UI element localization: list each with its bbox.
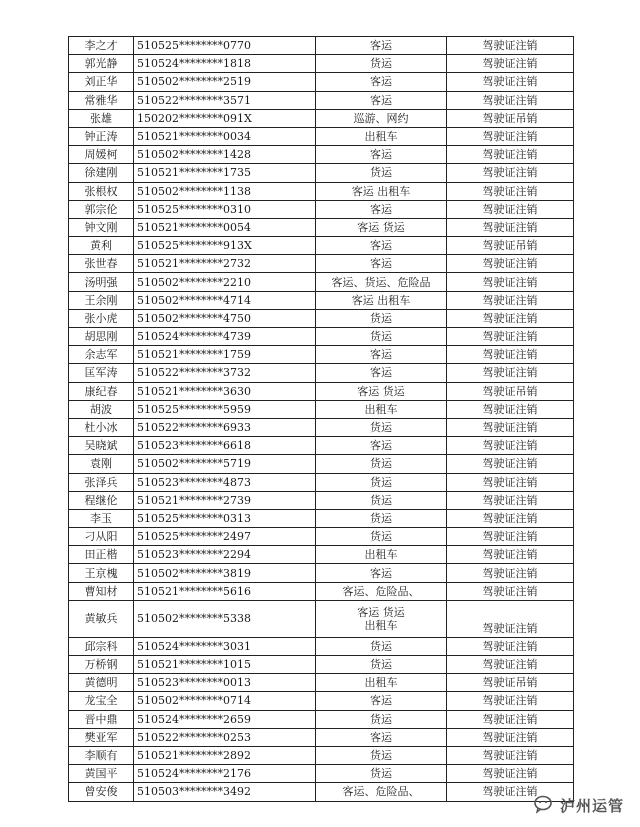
name-cell: 晋中鼎	[69, 710, 134, 728]
name-cell: 张泽兵	[69, 473, 134, 491]
license-action-cell: 驾驶证注销	[447, 582, 574, 600]
id-number-cell: 510502********5338	[134, 600, 316, 637]
vehicle-type-cell	[316, 765, 447, 783]
vehicle-type-text: 客运	[370, 439, 392, 453]
vehicle-type-text: 出租车	[364, 676, 398, 690]
license-action-cell: 驾驶证吊销	[447, 382, 574, 400]
id-number-cell: 510524********2659	[134, 710, 316, 728]
vehicle-type-cell	[316, 783, 447, 801]
license-action-cell: 驾驶证注销	[447, 309, 574, 327]
id-number-cell: 510525********913X	[134, 237, 316, 255]
id-number-cell: 510502********2519	[134, 73, 316, 91]
name-cell: 徐建刚	[69, 164, 134, 182]
id-number-cell: 510521********1759	[134, 346, 316, 364]
vehicle-type-text: 货运	[370, 658, 392, 672]
vehicle-type-text: 巡游、网约	[353, 111, 409, 125]
wechat-logo-icon	[534, 795, 556, 815]
vehicle-type-cell	[316, 674, 447, 692]
table-row	[69, 346, 574, 364]
vehicle-type-text: 出租车	[364, 548, 398, 562]
name-cell: 万桥钢	[69, 656, 134, 674]
id-number-cell: 510521********0034	[134, 127, 316, 145]
vehicle-type-text: 客运	[370, 566, 392, 580]
table-row	[69, 400, 574, 418]
id-number-cell: 510523********6618	[134, 437, 316, 455]
license-action-cell: 驾驶证吊销	[447, 674, 574, 692]
table-row	[69, 418, 574, 436]
id-number-cell: 510502********2210	[134, 273, 316, 291]
vehicle-type-cell	[316, 692, 447, 710]
license-action-cell: 驾驶证注销	[447, 37, 574, 55]
id-number-cell: 510521********1015	[134, 656, 316, 674]
id-number-cell: 510521********2732	[134, 255, 316, 273]
name-cell: 李之才	[69, 37, 134, 55]
license-action-cell: 驾驶证吊销	[447, 109, 574, 127]
name-cell: 张雄	[69, 109, 134, 127]
vehicle-type-cell	[316, 328, 447, 346]
id-number-cell: 510502********1428	[134, 146, 316, 164]
table-row	[69, 728, 574, 746]
vehicle-type-cell	[316, 309, 447, 327]
vehicle-type-cell	[316, 491, 447, 509]
vehicle-type-text: 出租车	[364, 618, 398, 632]
table-row	[69, 37, 574, 55]
id-number-cell: 510523********4873	[134, 473, 316, 491]
vehicle-type-cell	[316, 509, 447, 527]
name-cell: 刁从阳	[69, 528, 134, 546]
id-number-cell: 510502********3819	[134, 564, 316, 582]
vehicle-type-text: 货运	[370, 475, 392, 489]
name-cell: 黄敏兵	[69, 600, 134, 637]
license-action-cell: 驾驶证注销	[447, 600, 574, 637]
table-row	[69, 783, 574, 801]
vehicle-type-text: 客运、危险品、	[342, 584, 420, 598]
id-number-cell: 510521********2892	[134, 746, 316, 764]
id-number-cell: 510525********5959	[134, 400, 316, 418]
license-action-cell: 驾驶证注销	[447, 73, 574, 91]
license-action-cell: 驾驶证注销	[447, 55, 574, 73]
vehicle-type-cell	[316, 528, 447, 546]
name-cell: 吴晓斌	[69, 437, 134, 455]
vehicle-type-cell	[316, 346, 447, 364]
table-row	[69, 218, 574, 236]
vehicle-type-text: 货运	[370, 330, 392, 344]
vehicle-type-text: 客运 出租车	[351, 184, 411, 198]
license-action-cell: 驾驶证注销	[447, 146, 574, 164]
table-row	[69, 765, 574, 783]
vehicle-type-text: 客运	[370, 75, 392, 89]
vehicle-type-cell	[316, 218, 447, 236]
vehicle-type-cell	[316, 437, 447, 455]
vehicle-type-text: 客运	[370, 239, 392, 253]
vehicle-type-cell	[316, 364, 447, 382]
vehicle-type-cell	[316, 55, 447, 73]
table-row	[69, 91, 574, 109]
name-cell: 袁刚	[69, 455, 134, 473]
table-row	[69, 273, 574, 291]
license-action-cell: 驾驶证注销	[447, 364, 574, 382]
table-row	[69, 437, 574, 455]
vehicle-type-text: 客运 货运	[357, 220, 405, 234]
license-action-cell: 驾驶证注销	[447, 418, 574, 436]
table-row	[69, 109, 574, 127]
license-action-cell: 驾驶证注销	[447, 328, 574, 346]
name-cell: 钟文刚	[69, 218, 134, 236]
vehicle-type-text: 客运	[370, 348, 392, 362]
license-action-cell: 驾驶证注销	[447, 564, 574, 582]
table-row	[69, 656, 574, 674]
vehicle-type-text: 货运	[370, 749, 392, 763]
table-row	[69, 582, 574, 600]
table-row	[69, 73, 574, 91]
vehicle-type-cell	[316, 710, 447, 728]
license-action-cell: 驾驶证注销	[447, 455, 574, 473]
watermark	[534, 793, 624, 817]
vehicle-type-text: 货运	[370, 421, 392, 435]
id-number-cell: 510502********4714	[134, 291, 316, 309]
vehicle-type-text: 客运	[370, 366, 392, 380]
id-number-cell: 510521********1735	[134, 164, 316, 182]
table-row	[69, 692, 574, 710]
id-number-cell: 150202********091X	[134, 109, 316, 127]
vehicle-type-cell	[316, 273, 447, 291]
vehicle-type-text: 货运	[370, 712, 392, 726]
name-cell: 汤明强	[69, 273, 134, 291]
table-row	[69, 328, 574, 346]
vehicle-type-text: 货运	[370, 639, 392, 653]
vehicle-type-text: 客运	[370, 39, 392, 53]
id-number-cell: 510524********2176	[134, 765, 316, 783]
license-action-cell: 驾驶证注销	[447, 746, 574, 764]
license-action-cell: 驾驶证注销	[447, 127, 574, 145]
license-action-cell: 驾驶证注销	[447, 509, 574, 527]
license-action-cell: 驾驶证注销	[447, 164, 574, 182]
vehicle-type-text: 货运	[370, 767, 392, 781]
license-action-cell: 驾驶证注销	[447, 218, 574, 236]
name-cell: 曾安俊	[69, 783, 134, 801]
id-number-cell: 510502********5719	[134, 455, 316, 473]
table-row	[69, 546, 574, 564]
name-cell: 张世春	[69, 255, 134, 273]
vehicle-type-text: 客运 货运	[357, 605, 405, 619]
vehicle-type-cell	[316, 164, 447, 182]
vehicle-type-cell	[316, 546, 447, 564]
name-cell: 刘正华	[69, 73, 134, 91]
license-action-cell: 驾驶证注销	[447, 346, 574, 364]
id-number-cell: 510521********3630	[134, 382, 316, 400]
table-row	[69, 309, 574, 327]
table-row	[69, 127, 574, 145]
license-action-cell: 驾驶证注销	[447, 546, 574, 564]
table-row	[69, 364, 574, 382]
license-action-cell: 驾驶证注销	[447, 710, 574, 728]
vehicle-type-cell	[316, 91, 447, 109]
name-cell: 黄德明	[69, 674, 134, 692]
id-number-cell: 510524********1818	[134, 55, 316, 73]
name-cell: 邱宗科	[69, 637, 134, 655]
name-cell: 匡军涛	[69, 364, 134, 382]
table-row	[69, 637, 574, 655]
id-number-cell: 510522********3732	[134, 364, 316, 382]
records-body	[69, 37, 574, 802]
license-action-cell: 驾驶证注销	[447, 91, 574, 109]
vehicle-type-cell	[316, 200, 447, 218]
vehicle-type-cell	[316, 400, 447, 418]
vehicle-type-cell	[316, 564, 447, 582]
vehicle-type-text: 客运	[370, 148, 392, 162]
name-cell: 杜小冰	[69, 418, 134, 436]
name-cell: 黄利	[69, 237, 134, 255]
license-action-cell: 驾驶证注销	[447, 765, 574, 783]
table-row	[69, 455, 574, 473]
vehicle-type-text: 货运	[370, 511, 392, 525]
id-number-cell: 510525********2497	[134, 528, 316, 546]
vehicle-type-text: 客运	[370, 730, 392, 744]
vehicle-type-text: 货运	[370, 457, 392, 471]
vehicle-type-cell	[316, 656, 447, 674]
id-number-cell: 510522********6933	[134, 418, 316, 436]
id-number-cell: 510502********0714	[134, 692, 316, 710]
table-row	[69, 55, 574, 73]
vehicle-type-cell	[316, 237, 447, 255]
table-row	[69, 255, 574, 273]
license-action-cell: 驾驶证注销	[447, 656, 574, 674]
table-row	[69, 237, 574, 255]
vehicle-type-text: 出租车	[364, 130, 398, 144]
table-row	[69, 746, 574, 764]
id-number-cell: 510521********5616	[134, 582, 316, 600]
table-row	[69, 291, 574, 309]
name-cell: 郭宗伦	[69, 200, 134, 218]
vehicle-type-text: 货运	[370, 57, 392, 71]
name-cell: 常雅华	[69, 91, 134, 109]
name-cell: 李顺有	[69, 746, 134, 764]
id-number-cell: 510521********2739	[134, 491, 316, 509]
table-row	[69, 710, 574, 728]
vehicle-type-text: 客运	[370, 257, 392, 271]
id-number-cell: 510502********1138	[134, 182, 316, 200]
name-cell: 钟正涛	[69, 127, 134, 145]
table-row	[69, 473, 574, 491]
vehicle-type-text: 货运	[370, 530, 392, 544]
name-cell: 黄国平	[69, 765, 134, 783]
vehicle-type-cell	[316, 255, 447, 273]
vehicle-type-text: 出租车	[364, 402, 398, 416]
name-cell: 胡波	[69, 400, 134, 418]
table-row	[69, 491, 574, 509]
vehicle-type-cell	[316, 73, 447, 91]
vehicle-type-cell	[316, 637, 447, 655]
id-number-cell: 510523********0013	[134, 674, 316, 692]
license-action-cell: 驾驶证注销	[447, 783, 574, 801]
vehicle-type-text: 客运 出租车	[351, 293, 411, 307]
table-row	[69, 528, 574, 546]
license-action-cell: 驾驶证注销	[447, 200, 574, 218]
id-number-cell: 510525********0313	[134, 509, 316, 527]
vehicle-type-cell	[316, 109, 447, 127]
license-action-cell: 驾驶证注销	[447, 637, 574, 655]
vehicle-type-cell	[316, 37, 447, 55]
table-row	[69, 164, 574, 182]
license-action-cell: 驾驶证注销	[447, 273, 574, 291]
vehicle-type-text: 客运、货运、危险品	[331, 275, 431, 289]
license-action-cell: 驾驶证注销	[447, 400, 574, 418]
id-number-cell: 510522********0253	[134, 728, 316, 746]
license-action-cell: 驾驶证注销	[447, 291, 574, 309]
watermark-text: 泸州运管	[559, 796, 624, 815]
vehicle-type-cell	[316, 382, 447, 400]
vehicle-type-text: 客运 货运	[357, 384, 405, 398]
vehicle-type-text: 客运	[370, 93, 392, 107]
license-action-cell: 驾驶证吊销	[447, 237, 574, 255]
vehicle-type-text: 客运、危险品、	[342, 785, 420, 799]
vehicle-type-text: 货运	[370, 493, 392, 507]
license-action-cell: 驾驶证注销	[447, 182, 574, 200]
vehicle-type-text: 客运	[370, 202, 392, 216]
license-action-cell: 驾驶证注销	[447, 473, 574, 491]
license-action-cell: 驾驶证注销	[447, 255, 574, 273]
id-number-cell: 510521********0054	[134, 218, 316, 236]
name-cell: 程继伦	[69, 491, 134, 509]
id-number-cell: 510524********3031	[134, 637, 316, 655]
vehicle-type-cell	[316, 418, 447, 436]
vehicle-type-cell	[316, 582, 447, 600]
id-number-cell: 510524********4739	[134, 328, 316, 346]
name-cell: 樊亚军	[69, 728, 134, 746]
vehicle-type-cell	[316, 455, 447, 473]
name-cell: 王京槐	[69, 564, 134, 582]
license-action-cell: 驾驶证注销	[447, 528, 574, 546]
vehicle-type-cell	[316, 146, 447, 164]
table-row	[69, 146, 574, 164]
name-cell: 王余刚	[69, 291, 134, 309]
license-action-cell: 驾驶证注销	[447, 491, 574, 509]
vehicle-type-cell	[316, 600, 447, 637]
vehicle-type-text: 货运	[370, 166, 392, 180]
table-row	[69, 182, 574, 200]
vehicle-type-cell	[316, 182, 447, 200]
vehicle-type-cell	[316, 291, 447, 309]
id-number-cell: 510525********0770	[134, 37, 316, 55]
id-number-cell: 510502********4750	[134, 309, 316, 327]
license-action-cell: 驾驶证注销	[447, 728, 574, 746]
table-row	[69, 200, 574, 218]
name-cell: 余志军	[69, 346, 134, 364]
id-number-cell: 510523********2294	[134, 546, 316, 564]
name-cell: 曹知材	[69, 582, 134, 600]
name-cell: 周媛柯	[69, 146, 134, 164]
id-number-cell: 510525********0310	[134, 200, 316, 218]
name-cell: 龙宝全	[69, 692, 134, 710]
license-action-cell: 驾驶证注销	[447, 692, 574, 710]
name-cell: 胡思刚	[69, 328, 134, 346]
table-row	[69, 600, 574, 637]
records-table	[68, 36, 574, 802]
vehicle-type-text: 客运	[370, 694, 392, 708]
vehicle-type-cell	[316, 746, 447, 764]
id-number-cell: 510503********3492	[134, 783, 316, 801]
license-action-cell: 驾驶证注销	[447, 437, 574, 455]
table-row	[69, 382, 574, 400]
vehicle-type-cell	[316, 728, 447, 746]
name-cell: 李玉	[69, 509, 134, 527]
name-cell: 田正楷	[69, 546, 134, 564]
vehicle-type-cell	[316, 127, 447, 145]
table-row	[69, 674, 574, 692]
name-cell: 张根权	[69, 182, 134, 200]
vehicle-type-cell	[316, 473, 447, 491]
vehicle-type-text: 货运	[370, 311, 392, 325]
table-row	[69, 564, 574, 582]
table-row	[69, 509, 574, 527]
name-cell: 郭光静	[69, 55, 134, 73]
id-number-cell: 510522********3571	[134, 91, 316, 109]
name-cell: 康纪春	[69, 382, 134, 400]
name-cell: 张小虎	[69, 309, 134, 327]
